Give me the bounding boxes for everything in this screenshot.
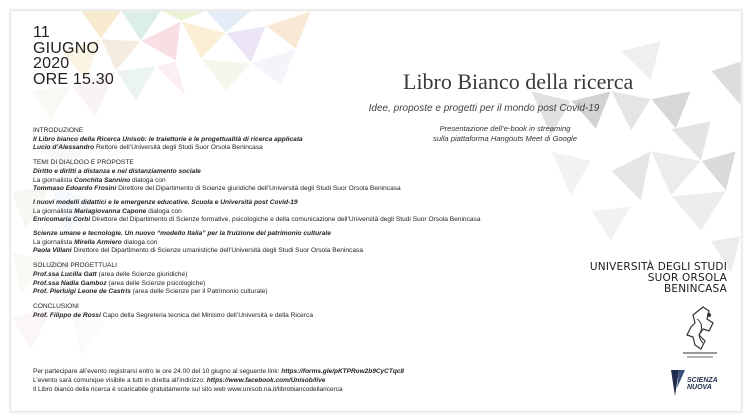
journalist-prefix: La giornalista [33, 176, 73, 184]
solution-person [33, 288, 588, 297]
university-line-3: BENINCASA [663, 283, 727, 296]
person-name: Prof. Pierluigi Leone de Castris [33, 288, 131, 296]
program [33, 127, 588, 326]
person-name: Prof.ssa Nadia Gamboz [33, 279, 107, 287]
guest-line [33, 185, 588, 194]
themes-section [33, 159, 588, 256]
journalist-suffix: dialoga con [123, 238, 158, 246]
streaming-line-1: Presentazione dell’e-book in streaming [439, 124, 571, 133]
origami-triangle [266, 11, 311, 49]
solution-person [33, 280, 588, 289]
conclusions-section [33, 303, 588, 320]
origami-triangle [651, 151, 701, 196]
scienza-line-2: NUOVA [687, 384, 712, 392]
scienza-nuova-text [687, 377, 718, 392]
section-heading: SOLUZIONI PROGETTUALI [33, 262, 117, 270]
journalist-prefix: La giornalista [33, 238, 73, 246]
section-heading: TEMI DI DIALOGO E PROPOSTE [33, 159, 134, 167]
live-link[interactable]: https://www.facebook.com/Unisob/live [206, 376, 326, 384]
poster-subtitle: Idee, proposte e progetti per il mondo post Covid-19 [368, 103, 600, 114]
origami-triangle [701, 151, 736, 191]
solutions-section [33, 262, 588, 297]
origami-triangle [116, 66, 156, 101]
guest-name: Paola Villani [33, 247, 72, 255]
person-area: (area delle Scienze giuridiche) [98, 270, 188, 278]
origami-triangle [651, 91, 691, 129]
guest-name: Tommaso Edoardo Frosini [33, 185, 117, 193]
speaker-name: Lucio d’Alessandro [33, 144, 95, 152]
theme-topic: I nuovi modelli didattici e le emergenze educative. Scuola e Università post Covid-19 [33, 198, 298, 206]
guest-role: Direttore del Dipartimento di Scienze giuridiche dell’Università degli Studi Suor Orsola Benincasa [118, 185, 401, 193]
guest-role: Direttore del Dipartimento di Scienze umanistiche dell’Università degli Studi Suor Orsola Benincasa [73, 247, 363, 255]
event-date [33, 25, 114, 88]
theme-topic: Diritto e diritti a distanza e nel distanziamento sociale [33, 167, 201, 175]
speaker-name: Prof. Filippo de Rossi [33, 311, 101, 319]
origami-triangle [671, 191, 726, 231]
theme-item [33, 230, 588, 256]
person-area: (area delle Scienze psicologiche) [108, 279, 206, 287]
journalist-line [33, 239, 588, 248]
live-text: L’evento sarà comunque visibile a tutti in diretta all’indirizzo: [33, 376, 205, 384]
journalist-line [33, 208, 588, 217]
intro-speaker-line [33, 144, 588, 153]
origami-triangle [161, 11, 206, 21]
origami-triangle [156, 61, 186, 96]
event-time: ORE 15.30 [33, 71, 114, 89]
poster-frame [10, 10, 742, 412]
journalist-name: Conchita Sannino [74, 176, 131, 184]
origami-triangle [181, 21, 226, 59]
speaker-role: Rettore dell’Università degli Studi Suor Orsola Benincasa [96, 144, 263, 152]
origami-triangle [611, 151, 651, 201]
origami-triangle [201, 59, 251, 91]
streaming-line-2: sulla piattaforma Hangouts Meet di Google [433, 133, 577, 143]
live-line [33, 377, 593, 386]
journalist-suffix: dialoga con [131, 176, 166, 184]
guest-name: Enricomaria Corbi [33, 216, 91, 224]
event-month: GIUGNO [33, 39, 100, 57]
university-emblem-icon [673, 301, 727, 361]
section-heading: CONCLUSIONI [33, 302, 79, 310]
university-line-2: SUOR ORSOLA [647, 272, 727, 285]
participation-info [33, 368, 593, 394]
registration-line [33, 368, 593, 377]
theme-topic: Scienze umane e tecnologie. Un nuovo “modello Italia” per la fruizione del patrimonio culturale [33, 230, 331, 238]
origami-triangle [711, 61, 741, 106]
journalist-prefix: La giornalista [33, 207, 73, 215]
journalist-name: Mariagiovanna Capone [74, 207, 147, 215]
guest-line [33, 216, 588, 225]
journalist-name: Mirella Armiero [74, 238, 122, 246]
conclusion-speaker-line [33, 312, 588, 321]
person-name: Prof.ssa Lucilla Gatt [33, 270, 97, 278]
registration-link[interactable]: https://forms.gle/pKTPRow2b9CyCTqc8 [281, 368, 405, 375]
person-area: (area delle Scienze per il Patrimonio culturale) [132, 288, 268, 296]
origami-triangle [591, 206, 631, 241]
intro-topic: Il Libro bianco della Ricerca Unisob: le traiettorie e le progettualità di ricerca applicata [33, 135, 303, 143]
poster-title: Libro Bianco della ricerca [403, 69, 634, 94]
speaker-role: Capo della Segreteria tecnica del Ministro dell’Università e della Ricerca [102, 311, 313, 319]
university-name [577, 262, 727, 295]
journalist-line [33, 177, 588, 186]
origami-triangle [226, 26, 266, 63]
journalist-suffix: dialoga con [148, 207, 182, 215]
event-year: 2020 [33, 55, 70, 73]
origami-triangle [251, 49, 296, 86]
scienza-line-1: SCIENZA [687, 377, 718, 384]
download-line: Il Libro bianco della ricerca è scaricabile gratuitamente sul sito web www.unisob.na.it/librobiancodellaricerca [33, 385, 343, 393]
registration-text: Per partecipare all’evento registrarsi entro le ore 24.00 del 10 giugno al seguente link: [33, 368, 280, 375]
intro-section [33, 127, 588, 153]
guest-line [33, 247, 588, 256]
guest-role: Direttore del Dipartimento di Scienze formative, psicologiche e della comunicazione dell’Università degli Studi Suor Orsola Benincasa [92, 216, 481, 224]
university-line-1: UNIVERSITÀ DEGLI STUDI [589, 261, 727, 273]
solution-person [33, 271, 588, 280]
theme-item [33, 168, 588, 194]
event-day: 11 [33, 24, 51, 41]
theme-item [33, 199, 588, 225]
origami-triangle [31, 86, 71, 121]
section-heading: INTRODUZIONE [33, 127, 84, 134]
